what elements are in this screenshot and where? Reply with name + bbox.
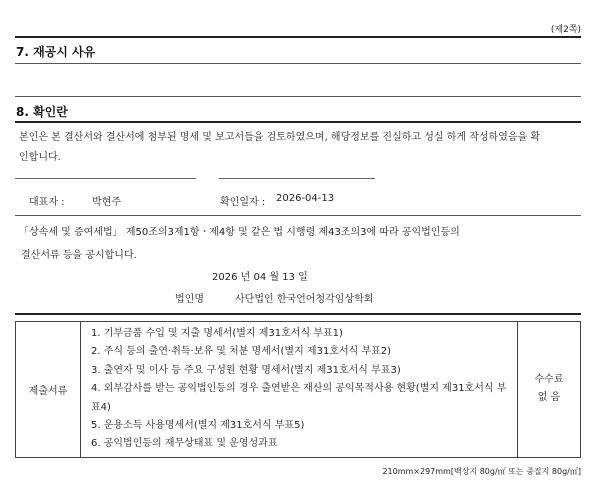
- section7-divider: [15, 63, 581, 64]
- section7-bottom-rule: [15, 96, 581, 97]
- submission-items: [81, 322, 518, 458]
- section8-title: 8. 확인란: [16, 105, 68, 119]
- representative-label: 대표자 :: [29, 197, 65, 208]
- representative-name: 박현주: [92, 197, 121, 208]
- fee-value: 없 음: [537, 392, 561, 404]
- notice-bottom-rule: [15, 313, 581, 315]
- section7-title: 7. 재공시 사유: [16, 45, 96, 59]
- section8-top-rule: [15, 121, 581, 123]
- submission-item: 4. 외부감사를 받는 공익법인등의 경우 출연받은 재산의 공익목적사용 현황(별지 제31호서식 부표4): [91, 383, 507, 413]
- signature-line-left: [15, 178, 196, 179]
- confirmation-text-line2: 인합니다.: [19, 152, 61, 163]
- corporation-name: 사단법인 한국언어청각임상학회: [235, 294, 374, 305]
- page-number: (제2쪽): [550, 25, 581, 35]
- submission-item: 6. 공익법인등의 재무상태표 및 운영성과표: [91, 438, 278, 450]
- submission-label: 제출서류: [16, 322, 81, 458]
- submission-documents-table: [15, 321, 581, 458]
- submission-item: 1. 기부금품 수입 및 지출 명세서(별지 제31호서식 부표1): [91, 328, 343, 339]
- notice-text-line2: 결산서류 등을 공시합니다.: [21, 250, 137, 261]
- confirm-date-value: 2026-04-13: [276, 193, 335, 204]
- submission-item: 5. 운용소득 사용명세서(별지 제31호서식 부표5): [91, 420, 305, 432]
- confirmation-text-line1: 본인은 본 결산서와 결산서에 첨부된 명세 및 보고서들을 검토하였으며, 해당정보를 진실하고 성실 하게 작성하였음을 확: [19, 132, 541, 143]
- fee-cell: [518, 322, 581, 458]
- notice-text-line1: 「상속세 및 증여세법」 제50조의3제1항ㆍ제4항 및 같은 법 시행령 제43조의3에 따라 공익법인등의: [19, 227, 460, 238]
- signature-line-right: [219, 178, 375, 179]
- paper-size-footer: 210mm×297mm[백상지 80g/㎡ 또는 중질지 80g/㎡]: [382, 467, 581, 476]
- submission-item: 3. 출연자 및 이사 등 주요 구성원 현황 명세서(별지 제31호서식 부표3): [91, 364, 401, 376]
- fee-label: 수수료: [534, 374, 564, 386]
- confirm-date-label: 확인일자 :: [220, 197, 266, 208]
- notice-date: 2026 년 04 월 13 일: [212, 272, 308, 283]
- submission-item: 2. 주식 등의 출연·취득·보유 및 처분 명세서(별지 제31호서식 부표2): [91, 346, 392, 358]
- section7-top-rule: [15, 36, 581, 38]
- notice-top-rule: [15, 215, 581, 216]
- corporation-name-label: 법인명: [175, 294, 204, 305]
